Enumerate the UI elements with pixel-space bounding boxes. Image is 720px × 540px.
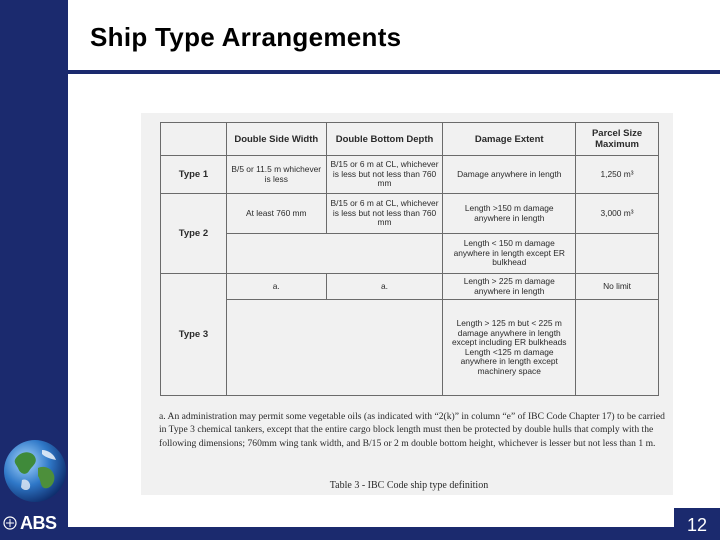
type1-label: Type 1 [161, 156, 227, 194]
abs-logo-text: ABS [20, 513, 57, 533]
table-caption: Table 3 - IBC Code ship type definition [329, 480, 489, 491]
type3-bottom-depth: a. [326, 274, 443, 300]
header-damage-extent: Damage Extent [443, 123, 576, 156]
type3-label: Type 3 [161, 274, 227, 396]
type3-damage-1: Length > 225 m damage anywhere in length [443, 274, 576, 300]
page-number: 12 [686, 515, 708, 535]
type2-parcel-blank [576, 234, 659, 274]
globe-icon [2, 438, 68, 504]
type3-blank [226, 300, 443, 396]
table-row [161, 156, 659, 194]
header-cell-blank [161, 123, 227, 156]
header-parcel-size: Parcel Size Maximum [576, 123, 659, 156]
page-number-box [674, 508, 720, 540]
type3-side-width: a. [226, 274, 326, 300]
header-double-side-width: Double Side Width [226, 123, 326, 156]
table-footnote: a. An administration may permit some vegetable oils (as indicated with “2(k)” in column “e” of IBC Code Chapter 17) to be carried in Type 3 chemical tankers, except that the entire cargo block length must then be protected by double hulls that comply with the following dimensions; 760mm wing tank width, and B/15 or 2 m double bottom height, whichever is lesser but not less than 1 m. [159, 411, 665, 449]
type1-bottom-depth: B/15 or 6 m at CL, whichever is less but not less than 760 mm [326, 156, 443, 194]
table-row [161, 194, 659, 234]
type2-label: Type 2 [161, 194, 227, 274]
slide-title: Ship Type Arrangements [90, 22, 402, 52]
type2-blank [226, 234, 443, 274]
type3-parcel-blank [576, 300, 659, 396]
table-header-row [161, 123, 659, 156]
type3-parcel: No limit [576, 274, 659, 300]
bottom-brand-bar [0, 527, 720, 540]
table-row [161, 274, 659, 300]
type2-damage-1: Length >150 m damage anywhere in length [443, 194, 576, 234]
type2-bottom-depth: B/15 or 6 m at CL, whichever is less but not less than 760 mm [326, 194, 443, 234]
type2-parcel: 3,000 m³ [576, 194, 659, 234]
title-underline [68, 70, 720, 74]
table-row [161, 300, 659, 396]
type2-side-width: At least 760 mm [226, 194, 326, 234]
type1-damage: Damage anywhere in length [443, 156, 576, 194]
table-row [161, 234, 659, 274]
type1-side-width: B/5 or 11.5 m whichever is less [226, 156, 326, 194]
type1-parcel: 1,250 m³ [576, 156, 659, 194]
header-double-bottom-depth: Double Bottom Depth [326, 123, 443, 156]
ibc-ship-type-table [160, 122, 659, 396]
type3-damage-2: Length > 125 m but < 225 m damage anywhere in length except including ER bulkheads Length <125 m damage anywhere in length except machinery space [443, 300, 576, 396]
type2-damage-2: Length < 150 m damage anywhere in length except ER bulkhead [443, 234, 576, 274]
